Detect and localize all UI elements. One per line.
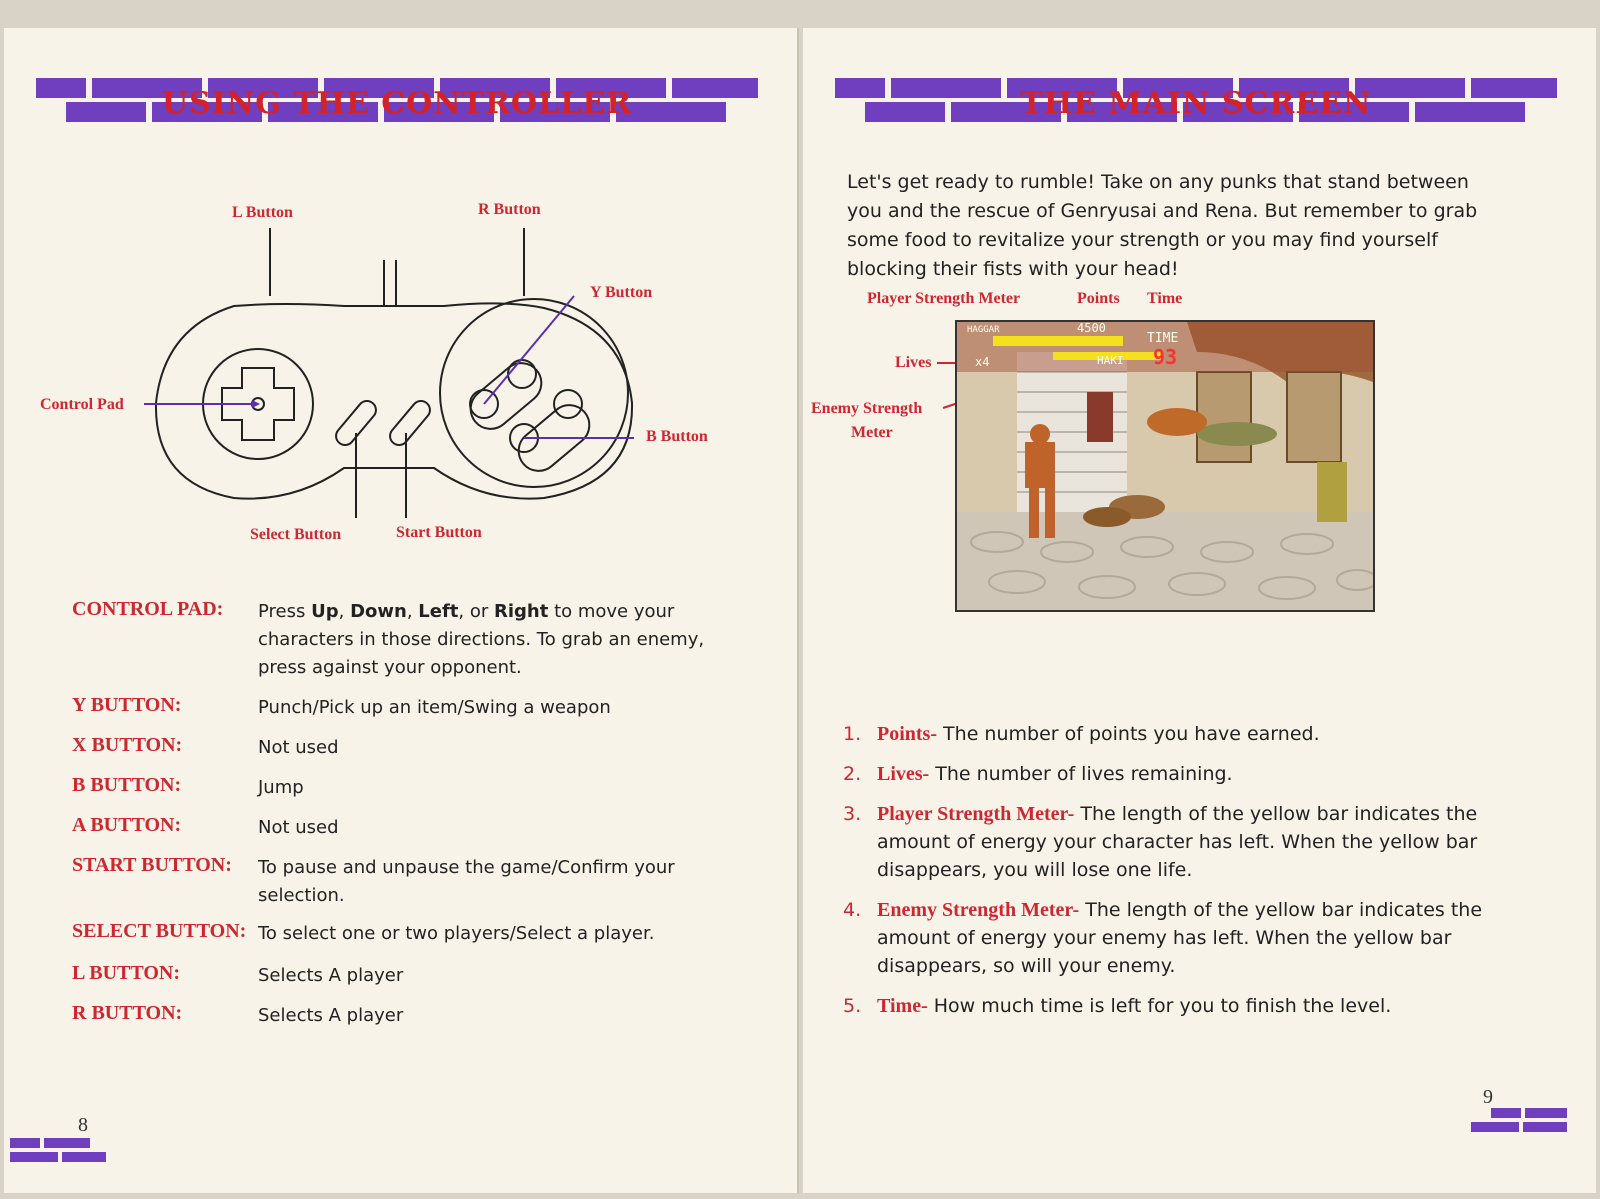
callout-l-button: L Button [232, 204, 293, 221]
control-desc: Punch/Pick up an item/Swing a weapon [258, 697, 611, 718]
control-label: A BUTTON: [72, 814, 182, 836]
callout-y-button: Y Button [590, 284, 653, 301]
list-item: 1. Points- The number of points you have earned. [843, 723, 1320, 745]
callout-control-pad: Control Pad [40, 396, 124, 413]
hud-time-label: TIME [1147, 331, 1179, 346]
control-desc: Not used [258, 737, 339, 758]
callout-time: Time [1147, 290, 1183, 307]
list-item: 3. Player Strength Meter- The length of the yellow bar indicates the amount of energy your character has left. When the yellow bar disappears, you will lose one life. [843, 803, 1478, 881]
brick-banner [36, 78, 758, 124]
page-title: USING THE CONTROLLER [161, 86, 633, 121]
control-desc: To pause and unpause the game/Confirm your selection. [258, 857, 675, 906]
callout-r-button: R Button [478, 201, 541, 218]
callout-enemy-strength-line2: Meter [851, 424, 893, 441]
intro-paragraph: Let's get ready to rumble! Take on any punks that stand between you and the rescue of Genryusai and Rena. But remember to grab some food to revitalize your strength or you may find yourself blocking their fists with your head! [847, 171, 1478, 280]
control-label: SELECT BUTTON: [72, 920, 247, 942]
control-label: L BUTTON: [72, 962, 180, 984]
page-number: 9 [1483, 1086, 1493, 1108]
control-desc: Selects A player [258, 965, 404, 986]
corner-bricks [10, 1138, 106, 1164]
control-label: X BUTTON: [72, 734, 183, 756]
left-page [4, 28, 799, 1193]
callout-start-button: Start Button [396, 524, 482, 541]
page-number: 8 [78, 1114, 88, 1136]
hud-player-name: HAGGAR [967, 325, 1000, 335]
right-page [803, 28, 1596, 1193]
control-label: R BUTTON: [72, 1002, 183, 1024]
callout-points: Points [1077, 290, 1120, 307]
callout-lives: Lives [895, 354, 932, 371]
control-desc: Selects A player [258, 1005, 404, 1026]
hud-score: 4500 [1077, 322, 1106, 335]
control-label: B BUTTON: [72, 774, 182, 796]
brick-banner [835, 78, 1557, 124]
page-title: THE MAIN SCREEN [1020, 86, 1372, 121]
game-screenshot [955, 320, 1375, 612]
callout-player-strength: Player Strength Meter [867, 290, 1021, 307]
hud-lives: x4 [975, 355, 990, 369]
control-desc: Not used [258, 817, 339, 838]
callout-select-button: Select Button [250, 526, 342, 543]
list-item: 5. Time- How much time is left for you to finish the level. [843, 995, 1392, 1017]
game-scene [957, 322, 1373, 610]
legend-list [843, 720, 1503, 1032]
control-desc: To select one or two players/Select a player. [258, 923, 655, 944]
hud-enemy-name: HAKI [1097, 354, 1124, 367]
corner-bricks [1471, 1108, 1567, 1134]
control-desc: Press Up, Down, Left, or Right to move your characters in those directions. To grab an enemy, press against your opponent. [258, 601, 705, 678]
control-label: Y BUTTON: [72, 694, 182, 716]
player-strength-bar [993, 336, 1123, 346]
control-label: START BUTTON: [72, 854, 232, 876]
callout-enemy-strength: Enemy Strength [811, 400, 923, 417]
callout-b-button: B Button [646, 428, 708, 445]
list-item: 4. Enemy Strength Meter- The length of the yellow bar indicates the amount of energy your enemy has left. When the yellow bar disappears, so will your enemy. [843, 899, 1483, 977]
control-label: CONTROL PAD: [72, 598, 224, 620]
list-item: 2. Lives- The number of lives remaining. [843, 763, 1233, 785]
hud-time-value: 93 [1153, 345, 1178, 369]
controller-diagram [144, 228, 644, 518]
control-desc: Jump [258, 777, 304, 798]
